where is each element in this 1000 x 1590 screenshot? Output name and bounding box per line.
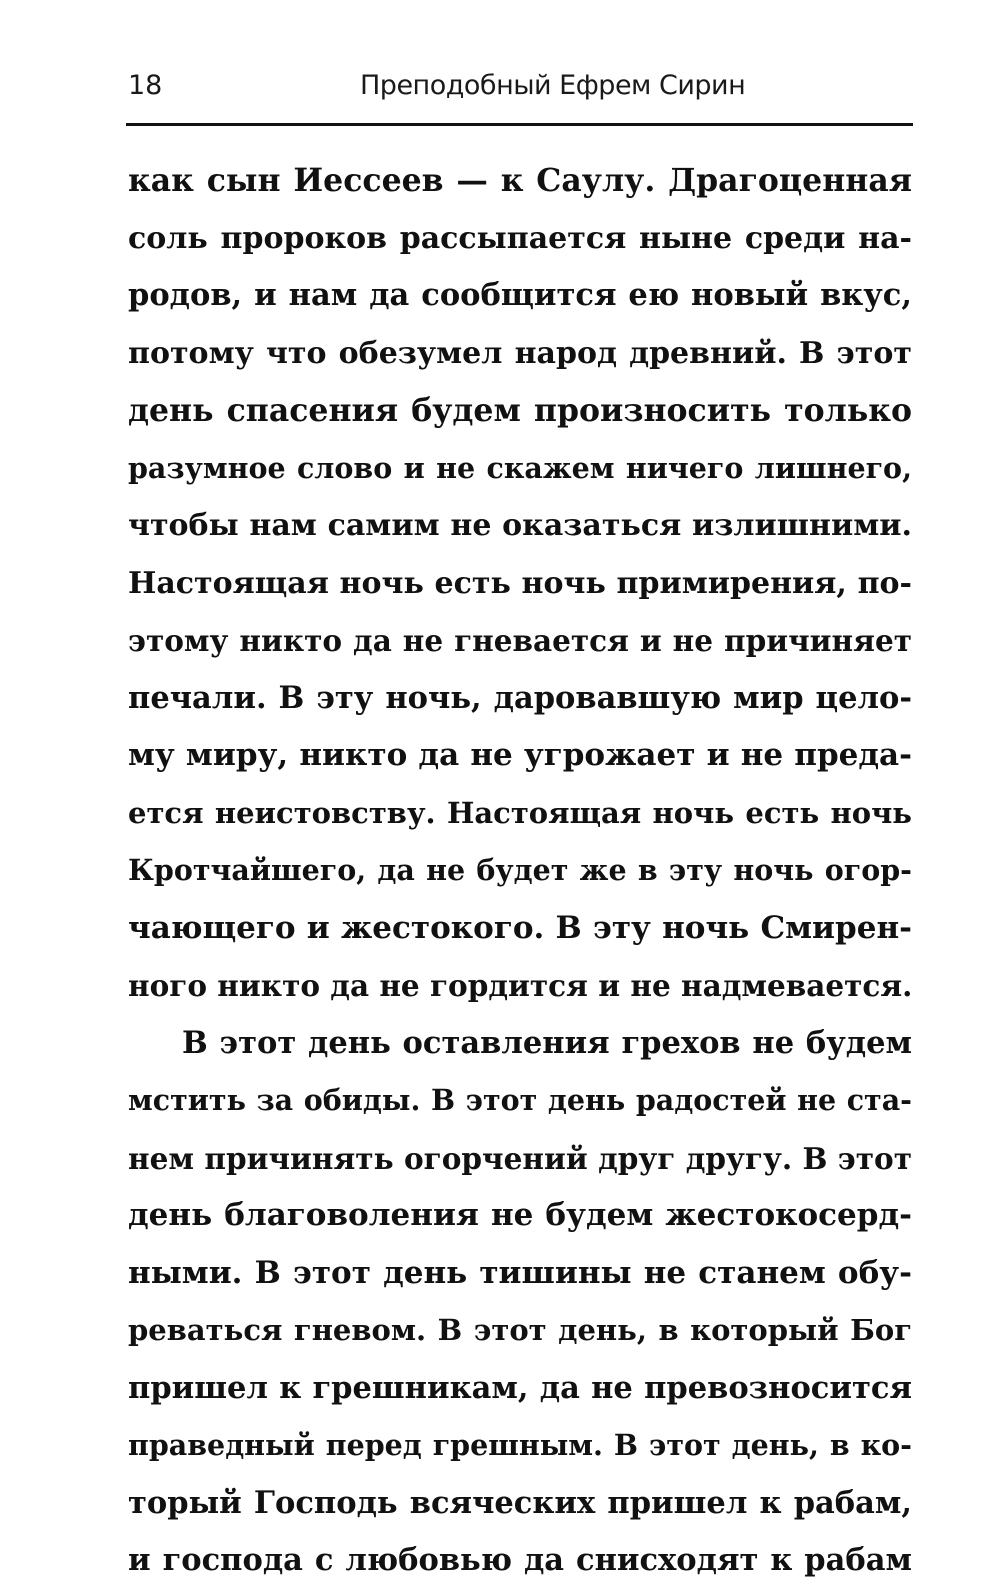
body-text — [128, 152, 912, 1590]
text-line: ными. В этот день тишины не станем обу- — [128, 1254, 912, 1291]
text-line: и господа с любовью да снисходят к рабам — [128, 1542, 912, 1578]
text-line: реваться гневом. В этот день, в который Бог — [128, 1313, 912, 1347]
text-line: торый Господь всяческих пришел к рабам, — [128, 1484, 912, 1521]
running-title: Преподобный Ефрем Сирин — [360, 70, 746, 101]
text-line: праведный перед грешным. В этот день, в ко- — [128, 1428, 912, 1462]
text-line: печали. В эту ночь, даровавшую мир цело- — [128, 679, 912, 716]
text-line: пришел к грешникам, да не превозносится — [128, 1369, 912, 1406]
text-line: родов, и нам да сообщится ею новый вкус, — [128, 277, 912, 313]
text-line: мстить за обиды. В этот день радостей не ста- — [128, 1083, 912, 1117]
text-line: му миру, никто да не угрожает и не преда- — [128, 737, 912, 773]
text-line: день спасения будем произносить только — [128, 392, 912, 429]
text-line: нем причинять огорчений друг другу. В этот — [128, 1140, 912, 1176]
text-line: как сын Иессеев — к Саулу. Драгоценная — [128, 162, 912, 199]
text-line: В этот день оставления грехов не будем — [182, 1024, 912, 1061]
text-line: чающего и жестокого. В эту ночь Смирен- — [128, 909, 912, 946]
text-line: Кротчайшего, да не будет же в эту ночь огор- — [128, 853, 912, 887]
text-line: день благоволения не будем жестокосерд- — [128, 1197, 912, 1233]
header-rule — [126, 123, 913, 126]
text-line: разумное слово и не скажем ничего лишнего, — [128, 450, 912, 485]
paragraph — [128, 1015, 912, 1590]
text-line: этому никто да не гневается и не причиняет — [128, 623, 912, 658]
text-line: ного никто да не гордится и не надмевается. — [128, 968, 913, 1003]
paragraph — [128, 152, 912, 1015]
text-line: потому что обезумел народ древний. В этот — [128, 335, 912, 371]
text-line: соль пророков рассыпается ныне среди на- — [128, 220, 912, 256]
page-number: 18 — [128, 70, 163, 101]
running-head — [128, 58, 910, 108]
text-line: чтобы нам самим не оказаться излишними. — [128, 508, 912, 543]
text-line: ется неистовству. Настоящая ночь есть ночь — [128, 795, 912, 830]
text-line: Настоящая ночь есть ночь примирения, по- — [128, 565, 912, 601]
